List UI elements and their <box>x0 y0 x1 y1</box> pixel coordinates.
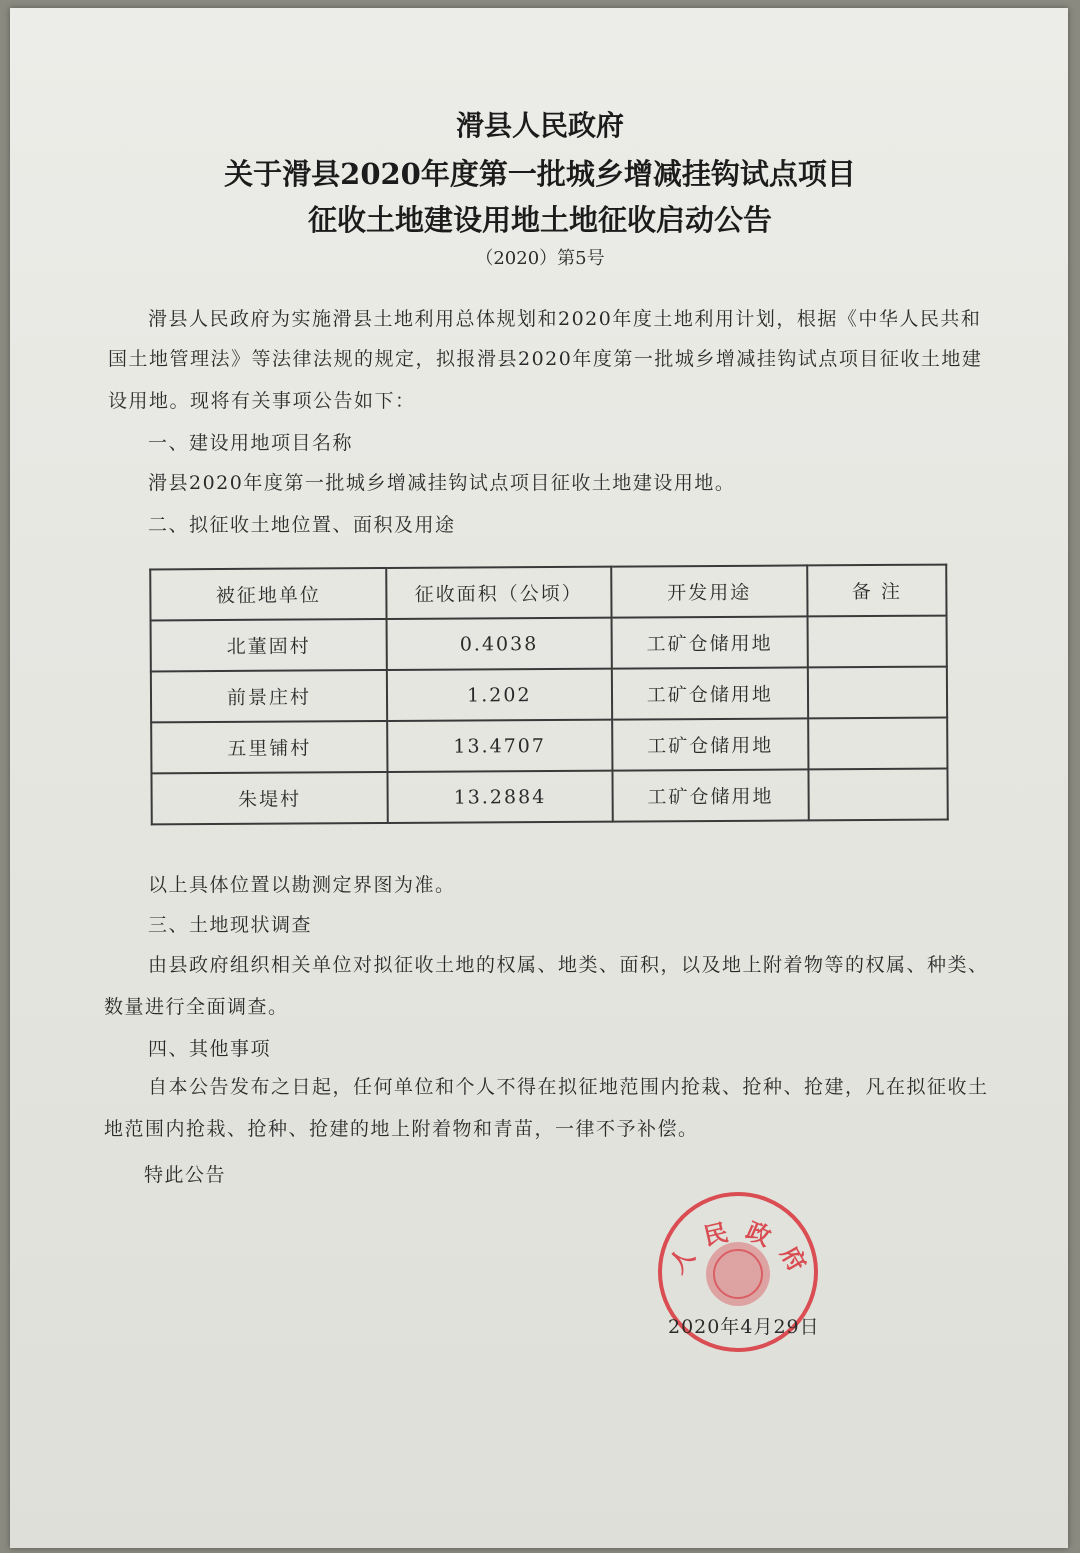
cell-unit: 前景庄村 <box>151 670 387 722</box>
closing-text: 特此公告 <box>144 1164 227 1186</box>
section-1-body: 滑县2020年度第一批城乡增减挂钩试点项目征收土地建设用地。 <box>148 472 736 494</box>
intro-line-3: 设用地。现将有关事项公告如下： <box>108 390 416 412</box>
section-4-line-2: 地范围内抢栽、抢种、抢建的地上附着物和青苗，一律不予补偿。 <box>104 1118 699 1140</box>
header-area: 征收面积（公顷） <box>386 567 611 619</box>
section-1-heading: 一、建设用地项目名称 <box>148 432 354 454</box>
header-note: 备 注 <box>807 565 946 617</box>
title-line-2: 关于滑县2020年度第一批城乡增减挂钩试点项目 <box>224 157 856 191</box>
seal-text: 人民政府 <box>662 1214 820 1289</box>
cell-area: 13.4707 <box>387 720 612 772</box>
cell-note <box>808 616 947 668</box>
cell-unit: 北董固村 <box>151 619 387 671</box>
cell-use: 工矿仓储用地 <box>612 718 809 770</box>
section-3-line-2: 数量进行全面调查。 <box>104 996 289 1018</box>
table-row <box>151 667 947 723</box>
section-4-heading: 四、其他事项 <box>148 1038 272 1060</box>
land-requisition-table <box>149 564 949 826</box>
section-2-heading: 二、拟征收土地位置、面积及用途 <box>148 514 456 536</box>
cell-use: 工矿仓储用地 <box>612 769 809 821</box>
cell-use: 工矿仓储用地 <box>611 616 808 668</box>
intro-line-1: 滑县人民政府为实施滑县土地利用总体规划和2020年度土地利用计划，根据《中华人民共和 <box>148 308 982 330</box>
section-3-heading: 三、土地现状调查 <box>148 914 313 936</box>
cell-unit: 五里铺村 <box>151 721 387 773</box>
cell-unit: 朱堤村 <box>151 772 387 824</box>
title-issuer: 滑县人民政府 <box>455 109 624 142</box>
national-emblem-icon <box>706 1242 770 1306</box>
document-date: 2020年4月29日 <box>668 1316 820 1338</box>
table-row <box>151 769 947 825</box>
cell-area: 13.2884 <box>387 771 612 823</box>
location-note: 以上具体位置以勘测定界图为准。 <box>148 874 456 896</box>
section-3-line-1: 由县政府组织相关单位对拟征收土地的权属、地类、面积，以及地上附着物等的权属、种类、 <box>148 954 989 976</box>
table-row <box>151 718 947 774</box>
cell-note <box>809 769 948 821</box>
section-4-line-1: 自本公告发布之日起，任何单位和个人不得在拟征地范围内抢栽、抢种、抢建，凡在拟征收土 <box>148 1076 989 1098</box>
cell-note <box>808 718 947 770</box>
title-line-3: 征收土地建设用地土地征收启动公告 <box>307 203 772 237</box>
header-use: 开发用途 <box>611 565 808 617</box>
cell-use: 工矿仓储用地 <box>612 667 809 719</box>
header-unit: 被征地单位 <box>150 568 386 620</box>
cell-area: 0.4038 <box>387 618 612 670</box>
intro-line-2: 国土地管理法》等法律法规的规定，拟报滑县2020年度第一批城乡增减挂钩试点项目征收土地建 <box>108 348 983 370</box>
table-header-row <box>150 565 946 621</box>
document-number: （2020）第5号 <box>475 248 605 269</box>
table-row <box>151 616 947 672</box>
cell-area: 1.202 <box>387 669 612 721</box>
cell-note <box>808 667 947 719</box>
